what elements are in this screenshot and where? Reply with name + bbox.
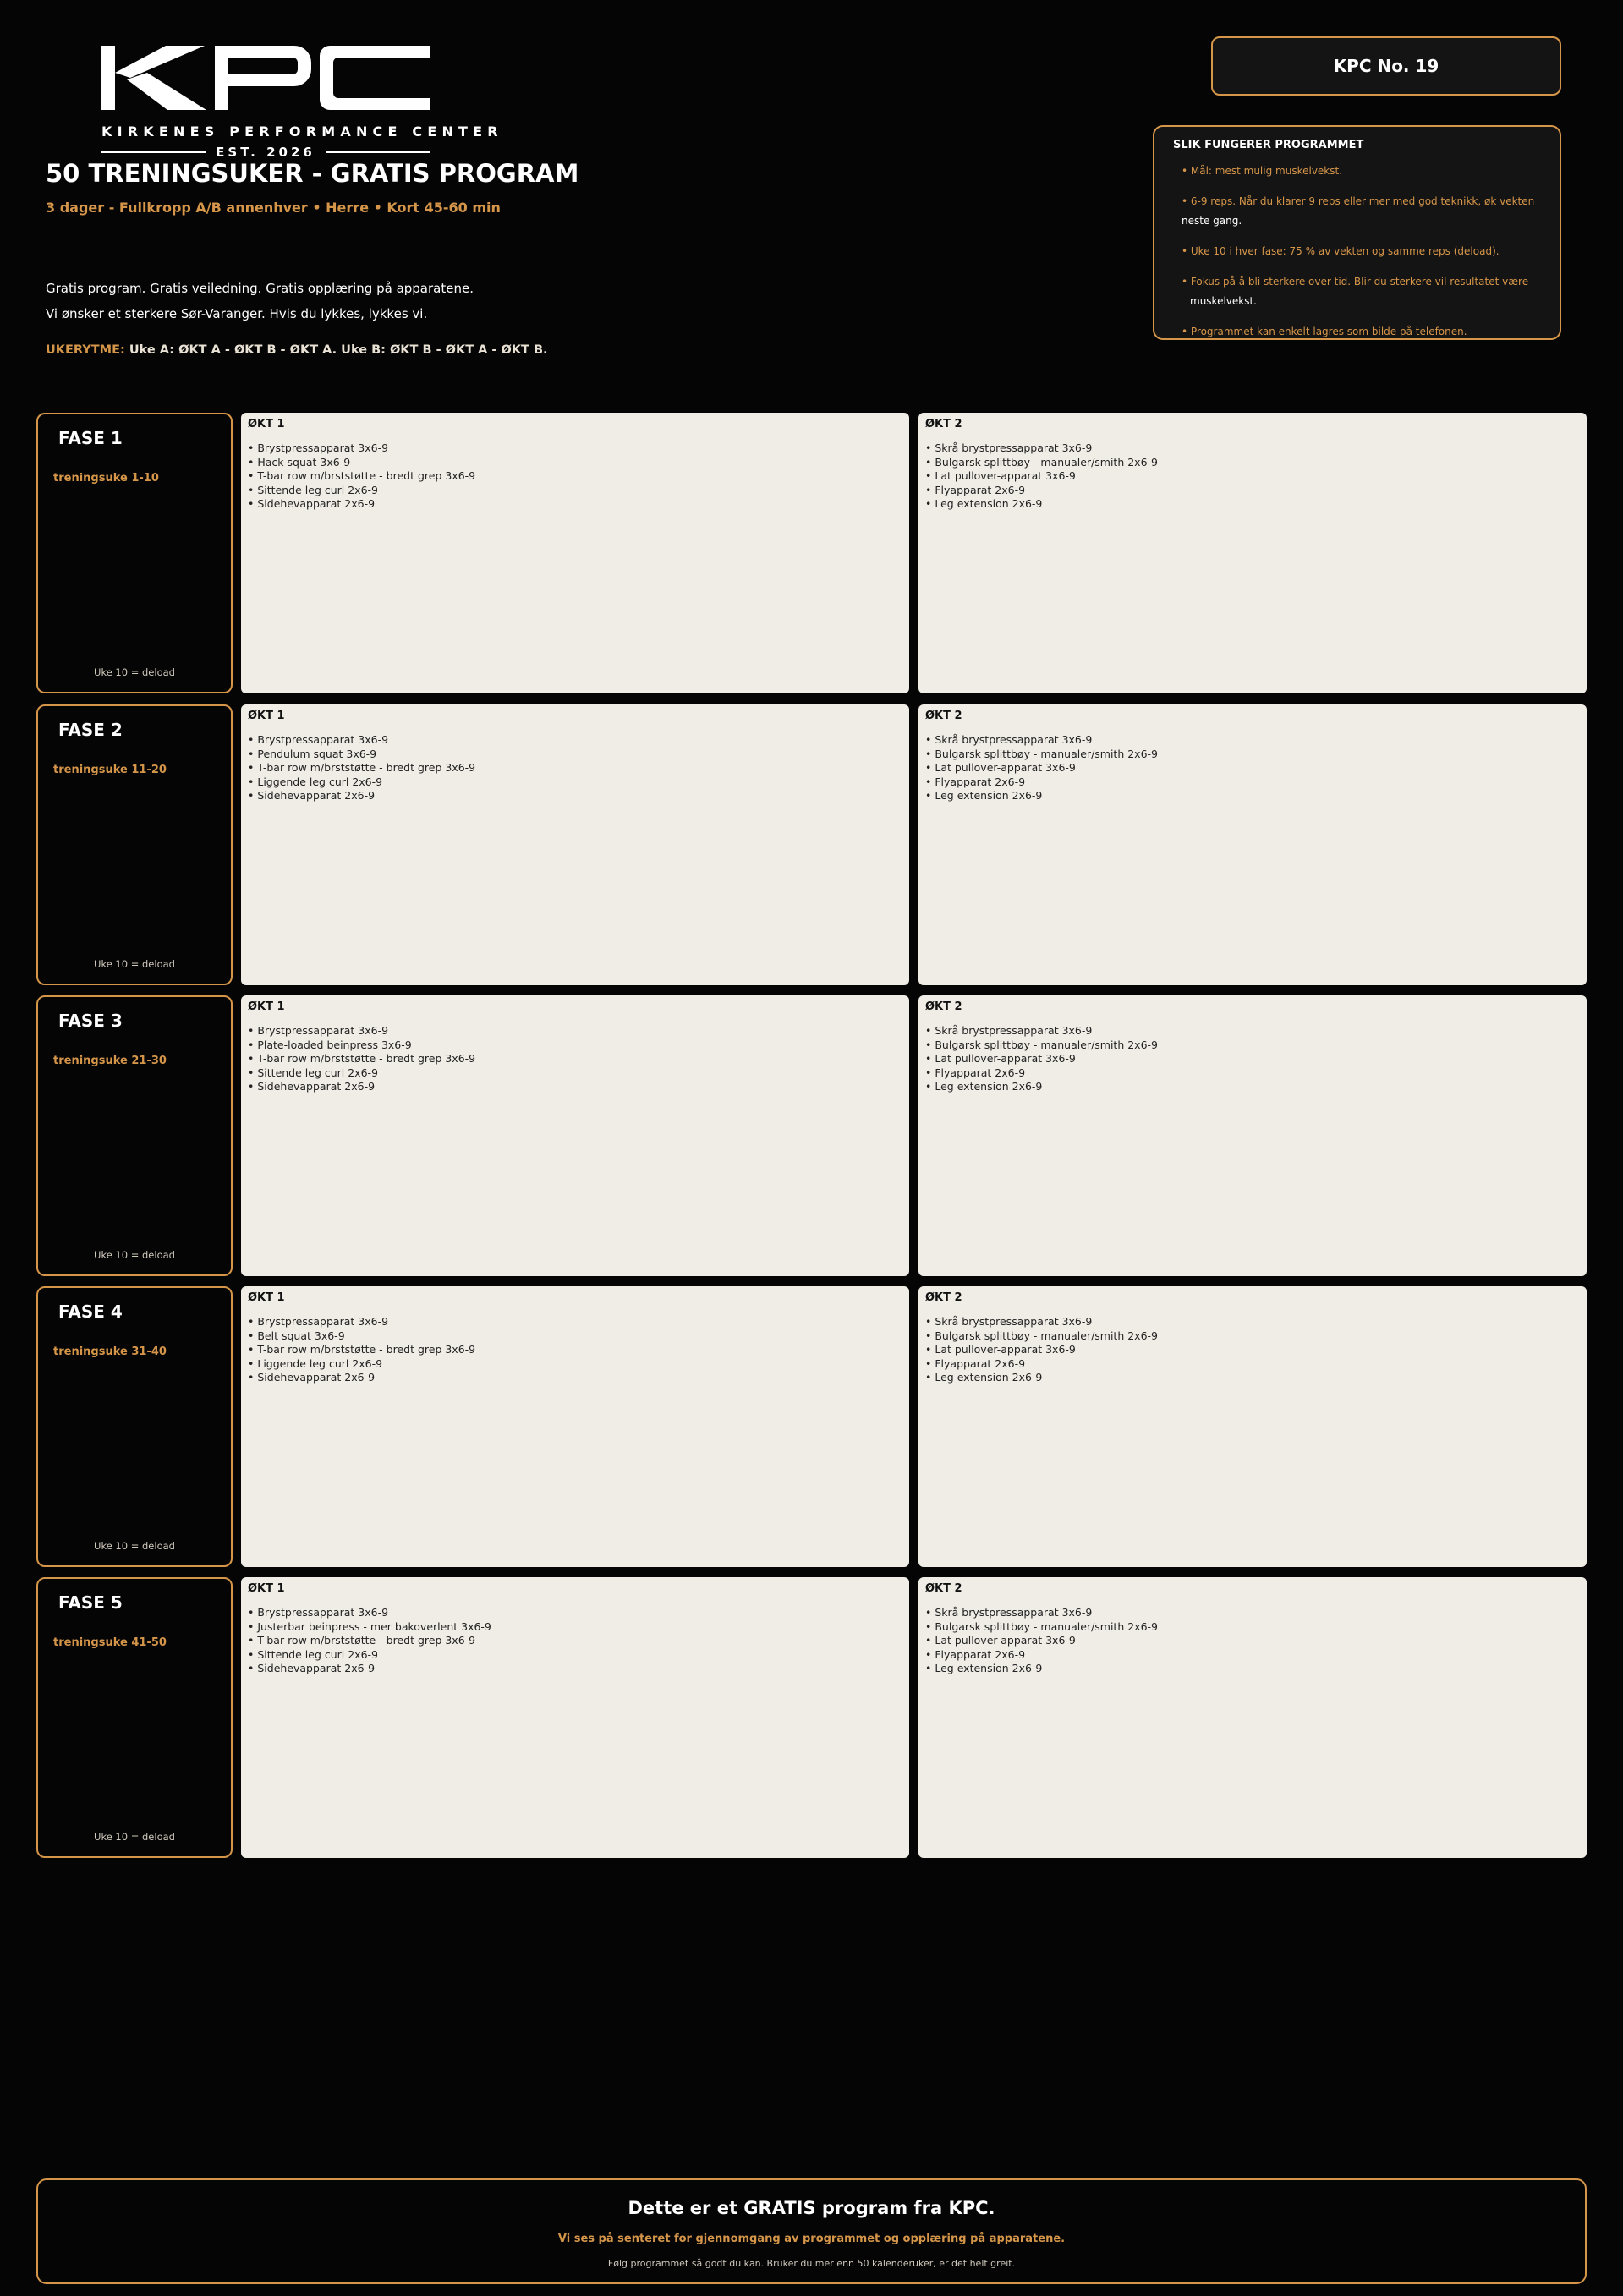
phase-card-4 <box>36 1286 233 1567</box>
logo-established: EST. 2026 <box>216 145 315 160</box>
phase-5-session-1 <box>241 1577 909 1858</box>
exercise-item: • Brystpressapparat 3x6-9 <box>248 441 902 456</box>
exercise-item: • Sidehevapparat 2x6-9 <box>248 789 902 803</box>
exercise-item: • Flyapparat 2x6-9 <box>925 1648 1580 1663</box>
session-title: ØKT 2 <box>925 1000 962 1013</box>
footer-title: Dette er et GRATIS program fra KPC. <box>628 2198 995 2218</box>
exercise-item: • Lat pullover-apparat 3x6-9 <box>925 1634 1580 1648</box>
page-title: 50 TRENINGSUKER - GRATIS PROGRAM <box>46 159 579 188</box>
exercise-item: • Plate-loaded beinpress 3x6-9 <box>248 1038 902 1053</box>
week-rhythm-text: Uke A: ØKT A - ØKT B - ØKT A. Uke B: ØKT B - ØKT A - ØKT B. <box>129 343 548 357</box>
phase-2-session-2 <box>918 704 1587 985</box>
phase-weeks: treningsuke 31-40 <box>53 1345 167 1358</box>
page-subtitle: 3 dager - Fullkropp A/B annenhver • Herre • Kort 45-60 min <box>46 200 501 216</box>
exercise-item: • Brystpressapparat 3x6-9 <box>248 1606 902 1620</box>
phase-5-session-2 <box>918 1577 1587 1858</box>
exercise-list <box>925 1606 1580 1676</box>
exercise-item: • Skrå brystpressapparat 3x6-9 <box>925 1024 1580 1038</box>
week-rhythm <box>46 343 548 357</box>
phase-card-2 <box>36 704 233 985</box>
exercise-item: • Leg extension 2x6-9 <box>925 789 1580 803</box>
info-item-reps-cont: neste gang. <box>1182 215 1242 227</box>
exercise-list <box>925 1315 1580 1385</box>
exercise-item: • Bulgarsk splittbøy - manualer/smith 2x6-9 <box>925 1620 1580 1635</box>
phase-1-session-2 <box>918 413 1587 693</box>
exercise-item: • Belt squat 3x6-9 <box>248 1329 902 1344</box>
phase-card-1 <box>36 413 233 693</box>
exercise-item: • Flyapparat 2x6-9 <box>925 484 1580 498</box>
exercise-list <box>925 733 1580 803</box>
week-rhythm-label: UKERYTME: <box>46 343 125 357</box>
exercise-item: • T-bar row m/brststøtte - bredt grep 3x6-9 <box>248 1343 902 1357</box>
exercise-list <box>248 441 902 512</box>
info-item-focus <box>1182 272 1543 311</box>
phase-title: FASE 4 <box>58 1301 123 1322</box>
session-title: ØKT 1 <box>248 1291 285 1304</box>
exercise-item: • Leg extension 2x6-9 <box>925 1080 1580 1094</box>
exercise-item: • Skrå brystpressapparat 3x6-9 <box>925 441 1580 456</box>
exercise-item: • Lat pullover-apparat 3x6-9 <box>925 1343 1580 1357</box>
info-item-focus-text: • Fokus på å bli sterkere over tid. Blir du sterkere vil resultatet være <box>1182 276 1529 288</box>
phase-title: FASE 5 <box>58 1592 123 1613</box>
phase-4-session-2 <box>918 1286 1587 1567</box>
how-it-works-heading: SLIK FUNGERER PROGRAMMET <box>1173 139 1364 151</box>
phase-weeks: treningsuke 1-10 <box>53 472 159 485</box>
intro-line-1: Gratis program. Gratis veiledning. Gratis opplæring på apparatene. <box>46 281 474 296</box>
exercise-item: • Bulgarsk splittbøy - manualer/smith 2x6-9 <box>925 748 1580 762</box>
info-item-focus-cont: muskelvekst. <box>1190 295 1257 307</box>
phase-card-5 <box>36 1577 233 1858</box>
kpc-logo-mark <box>101 44 430 112</box>
phase-deload-note: Uke 10 = deload <box>94 1831 175 1843</box>
exercise-item: • Sittende leg curl 2x6-9 <box>248 1066 902 1081</box>
phase-deload-note: Uke 10 = deload <box>94 958 175 970</box>
footer-box <box>36 2178 1587 2284</box>
exercise-list <box>248 1024 902 1094</box>
exercise-item: • Lat pullover-apparat 3x6-9 <box>925 469 1580 484</box>
exercise-item: • T-bar row m/brststøtte - bredt grep 3x6-9 <box>248 761 902 775</box>
footer-subtitle: Vi ses på senteret for gjennomgang av programmet og opplæring på apparatene. <box>557 2233 1066 2245</box>
exercise-item: • Skrå brystpressapparat 3x6-9 <box>925 1606 1580 1620</box>
phase-weeks: treningsuke 21-30 <box>53 1055 167 1067</box>
exercise-item: • Flyapparat 2x6-9 <box>925 775 1580 790</box>
exercise-item: • Bulgarsk splittbøy - manualer/smith 2x6-9 <box>925 1038 1580 1053</box>
exercise-item: • Sidehevapparat 2x6-9 <box>248 1662 902 1676</box>
divider <box>326 151 430 153</box>
kpc-logo <box>101 44 503 160</box>
exercise-list <box>925 441 1580 512</box>
exercise-item: • T-bar row m/brststøtte - bredt grep 3x6-9 <box>248 1052 902 1066</box>
phase-title: FASE 2 <box>58 720 123 740</box>
exercise-item: • Lat pullover-apparat 3x6-9 <box>925 1052 1580 1066</box>
phase-deload-note: Uke 10 = deload <box>94 1540 175 1552</box>
info-item-reps <box>1182 192 1543 231</box>
phase-card-3 <box>36 995 233 1276</box>
session-title: ØKT 2 <box>925 1291 962 1304</box>
exercise-list <box>925 1024 1580 1094</box>
phase-title: FASE 3 <box>58 1011 123 1031</box>
phase-weeks: treningsuke 41-50 <box>53 1636 167 1649</box>
exercise-item: • Sittende leg curl 2x6-9 <box>248 1648 902 1663</box>
phase-1-session-1 <box>241 413 909 693</box>
session-title: ØKT 2 <box>925 710 962 722</box>
phase-2-session-1 <box>241 704 909 985</box>
info-item-reps-text: • 6-9 reps. Når du klarer 9 reps eller mer med god teknikk, øk vekten <box>1182 195 1535 207</box>
exercise-item: • Skrå brystpressapparat 3x6-9 <box>925 733 1580 748</box>
exercise-item: • Skrå brystpressapparat 3x6-9 <box>925 1315 1580 1329</box>
exercise-item: • Hack squat 3x6-9 <box>248 456 902 470</box>
exercise-item: • Brystpressapparat 3x6-9 <box>248 1024 902 1038</box>
exercise-item: • Brystpressapparat 3x6-9 <box>248 1315 902 1329</box>
phase-deload-note: Uke 10 = deload <box>94 666 175 678</box>
session-title: ØKT 1 <box>248 710 285 722</box>
exercise-item: • Flyapparat 2x6-9 <box>925 1357 1580 1372</box>
session-title: ØKT 1 <box>248 418 285 430</box>
exercise-item: • Bulgarsk splittbøy - manualer/smith 2x6-9 <box>925 1329 1580 1344</box>
exercise-item: • Lat pullover-apparat 3x6-9 <box>925 761 1580 775</box>
session-title: ØKT 1 <box>248 1000 285 1013</box>
exercise-list <box>248 733 902 803</box>
exercise-item: • Leg extension 2x6-9 <box>925 497 1580 512</box>
exercise-item: • Sittende leg curl 2x6-9 <box>248 484 902 498</box>
phase-title: FASE 1 <box>58 428 123 448</box>
exercise-list <box>248 1606 902 1676</box>
info-item-goal: • Mål: mest mulig muskelvekst. <box>1182 165 1343 177</box>
exercise-item: • T-bar row m/brststøtte - bredt grep 3x6-9 <box>248 1634 902 1648</box>
exercise-item: • Bulgarsk splittbøy - manualer/smith 2x6-9 <box>925 456 1580 470</box>
phase-deload-note: Uke 10 = deload <box>94 1249 175 1261</box>
exercise-item: • Liggende leg curl 2x6-9 <box>248 1357 902 1372</box>
phase-4-session-1 <box>241 1286 909 1567</box>
exercise-item: • Leg extension 2x6-9 <box>925 1662 1580 1676</box>
session-title: ØKT 1 <box>248 1582 285 1595</box>
how-it-works-box <box>1153 125 1561 340</box>
exercise-item: • Leg extension 2x6-9 <box>925 1371 1580 1385</box>
info-item-save: • Programmet kan enkelt lagres som bilde på telefonen. <box>1182 326 1467 337</box>
footer-note: Følg programmet så godt du kan. Bruker du mer enn 50 kalenderuker, er det helt greit. <box>607 2258 1016 2269</box>
exercise-item: • Sidehevapparat 2x6-9 <box>248 1080 902 1094</box>
exercise-item: • Brystpressapparat 3x6-9 <box>248 733 902 748</box>
exercise-item: • Sidehevapparat 2x6-9 <box>248 497 902 512</box>
phase-3-session-2 <box>918 995 1587 1276</box>
kpc-number-badge: KPC No. 19 <box>1211 36 1561 96</box>
exercise-item: • Justerbar beinpress - mer bakoverlent 3x6-9 <box>248 1620 902 1635</box>
intro-line-2: Vi ønsker et sterkere Sør-Varanger. Hvis du lykkes, lykkes vi. <box>46 306 428 321</box>
divider <box>101 151 206 153</box>
exercise-item: • T-bar row m/brststøtte - bredt grep 3x6-9 <box>248 469 902 484</box>
exercise-item: • Sidehevapparat 2x6-9 <box>248 1371 902 1385</box>
exercise-item: • Pendulum squat 3x6-9 <box>248 748 902 762</box>
phase-3-session-1 <box>241 995 909 1276</box>
session-title: ØKT 2 <box>925 418 962 430</box>
exercise-list <box>248 1315 902 1385</box>
session-title: ØKT 2 <box>925 1582 962 1595</box>
exercise-item: • Flyapparat 2x6-9 <box>925 1066 1580 1081</box>
info-item-deload: • Uke 10 i hver fase: 75 % av vekten og samme reps (deload). <box>1182 245 1500 257</box>
logo-tagline: KIRKENES PERFORMANCE CENTER <box>101 123 503 140</box>
phase-weeks: treningsuke 11-20 <box>53 764 167 776</box>
logo-established-line <box>101 145 430 160</box>
exercise-item: • Liggende leg curl 2x6-9 <box>248 775 902 790</box>
